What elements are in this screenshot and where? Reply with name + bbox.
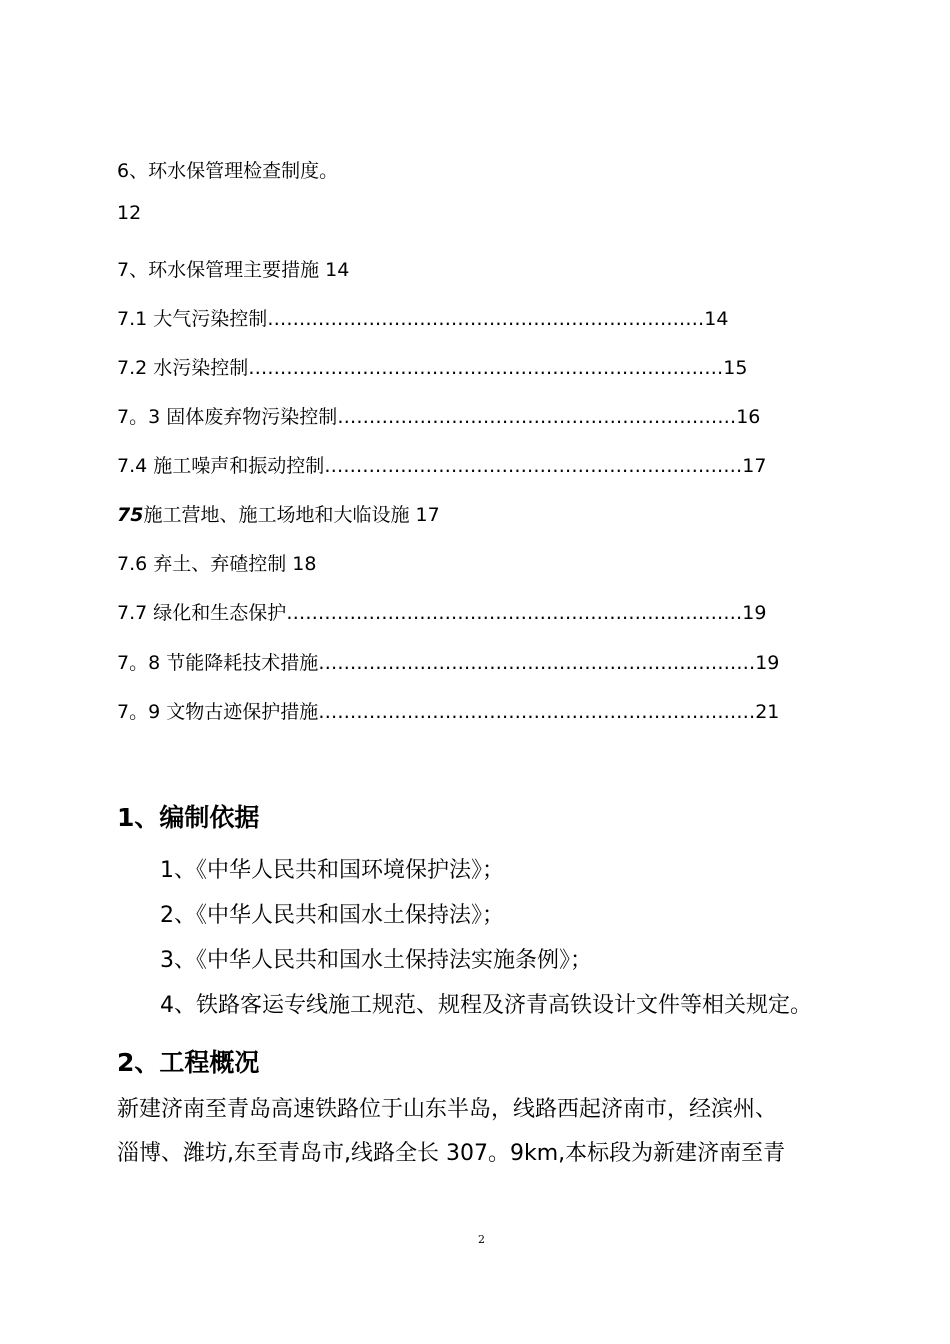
toc-line-7-1: 7.1 大气污染控制……………………………………………………………14 xyxy=(117,308,729,330)
toc-line-7-6: 7.6 弃土、弃碴控制 18 xyxy=(117,553,317,575)
section-1-item-1: 1、《中华人民共和国环境保护法》； xyxy=(160,858,504,883)
toc-line-7-9: 7。9 文物古迹保护措施……………………………………………………………21 xyxy=(117,701,780,723)
toc-line-7-4: 7.4 施工噪声和振动控制…………………………………………………………17 xyxy=(117,455,767,477)
toc-line-7-5 xyxy=(117,500,440,527)
section-1-item-4: 4、铁路客运专线施工规范、规程及济青高铁设计文件等相关规定。 xyxy=(160,993,812,1018)
toc-line-7: 7、环水保管理主要措施 14 xyxy=(117,259,350,281)
toc-line-7-3: 7。3 固体废弃物污染控制………………………………………………………16 xyxy=(117,406,761,428)
section-1-item-2: 2、《中华人民共和国水土保持法》； xyxy=(160,903,504,928)
toc-line-7-5-text: 施工营地、施工场地和大临设施 17 xyxy=(143,504,440,526)
toc-line-7-7: 7.7 绿化和生态保护………………………………………………………………19 xyxy=(117,602,767,624)
toc-page-12: 12 xyxy=(117,202,142,224)
section-1-heading: 1、编制依据 xyxy=(117,803,260,832)
section-2-heading: 2、工程概况 xyxy=(117,1048,260,1077)
section-1-item-3: 3、《中华人民共和国水土保持法实施条例》； xyxy=(160,948,592,973)
section-2-paragraph-line-1: 新建济南至青岛高速铁路位于山东半岛，线路西起济南市，经滨州、 xyxy=(117,1097,778,1122)
toc-line-6: 6、环水保管理检查制度。 xyxy=(117,160,339,182)
toc-line-7-8: 7。8 节能降耗技术措施……………………………………………………………19 xyxy=(117,652,780,674)
section-2-paragraph-line-2: 淄博、潍坊,东至青岛市,线路全长 307。9km,本标段为新建济南至青 xyxy=(117,1141,786,1166)
page-number: 2 xyxy=(478,1233,485,1246)
toc-line-7-2: 7.2 水污染控制…………………………………………………………………15 xyxy=(117,357,748,379)
toc-line-7-5-number: 75 xyxy=(117,504,144,526)
